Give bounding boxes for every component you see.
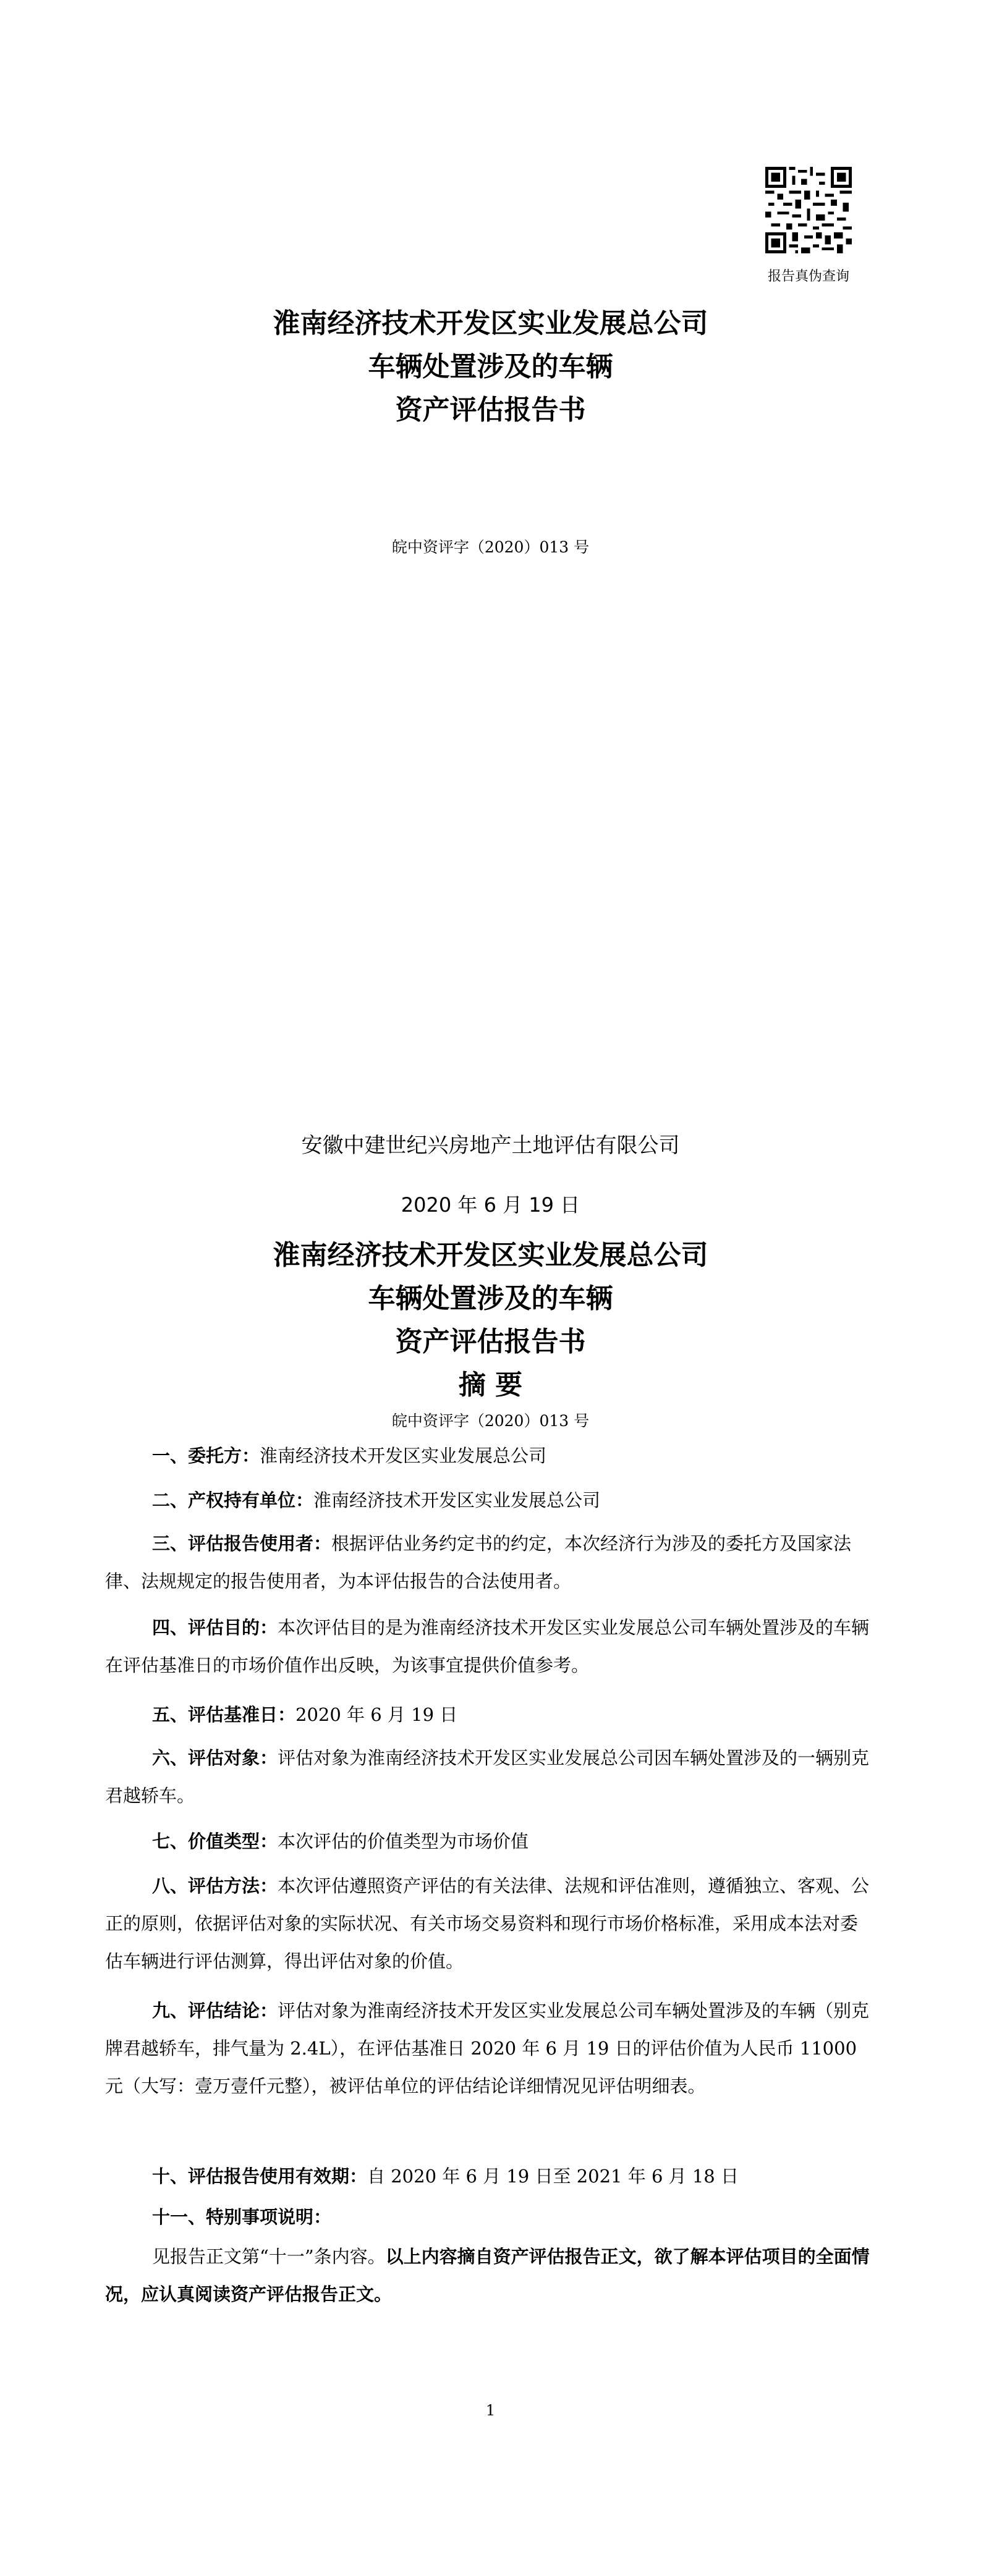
summary-item-owner: 二、产权持有单位：淮南经济技术开发区实业发展总公司 bbox=[152, 1490, 601, 1511]
cover-title-line-1: 淮南经济技术开发区实业发展总公司 bbox=[273, 308, 708, 339]
cover-title-line-3: 资产评估报告书 bbox=[395, 394, 586, 426]
cover-doc-number: 皖中资评字（2020）013 号 bbox=[391, 538, 590, 556]
summary-item-object: 六、评估对象：评估对象为淮南经济技术开发区实业发展总公司因车辆处置涉及的一辆别克君越轿车。 bbox=[105, 1747, 870, 1806]
summary-item-method: 八、评估方法：本次评估遵照资产评估的有关法律、法规和评估准则，遵循独立、客观、公正的原则，依据评估对象的实际状况、有关市场交易资料和现行市场价格标准，采用成本法对委估车辆进行评估测算，得出评估对象的价值。 bbox=[105, 1875, 870, 1972]
qr-label: 报告真伪查询 bbox=[767, 269, 849, 284]
summary-item-users: 三、评估报告使用者：根据评估业务约定书的约定，本次经济行为涉及的委托方及国家法律、法规规定的报告使用者，为本评估报告的合法使用者。 bbox=[105, 1533, 852, 1592]
page-number: 1 bbox=[485, 2402, 496, 2419]
cover-company: 安徽中建世纪兴房地产土地评估有限公司 bbox=[301, 1133, 680, 1158]
summary-item-base-date: 五、评估基准日：2020 年 6 月 19 日 bbox=[152, 1704, 458, 1725]
summary-special-content: 见报告正文第“十一”条内容。以上内容摘自资产评估报告正文，欲了解本评估项目的全面情况，应认真阅读资产评估报告正文。 bbox=[105, 2246, 870, 2305]
summary-heading: 摘 要 bbox=[458, 1369, 523, 1401]
summary-doc-number: 皖中资评字（2020）013 号 bbox=[391, 1412, 590, 1430]
summary-item-purpose: 四、评估目的：本次评估目的是为淮南经济技术开发区实业发展总公司车辆处置涉及的车辆在评估基准日的市场价值作出反映，为该事宜提供价值参考。 bbox=[105, 1617, 870, 1676]
qr-code-icon[interactable] bbox=[765, 167, 852, 253]
summary-item-validity: 十、评估报告使用有效期：自 2020 年 6 月 19 日至 2021 年 6 月 18 日 bbox=[152, 2166, 739, 2187]
summary-item-value-type: 七、价值类型：本次评估的价值类型为市场价值 bbox=[152, 1831, 529, 1852]
cover-title-line-2: 车辆处置涉及的车辆 bbox=[368, 351, 613, 382]
summary-title-line-1: 淮南经济技术开发区实业发展总公司 bbox=[273, 1239, 708, 1271]
summary-item-conclusion: 九、评估结论：评估对象为淮南经济技术开发区实业发展总公司车辆处置涉及的车辆（别克牌君越轿车，排气量为 2.4L），在评估基准日 2020 年 6 月 19 日的评估价值为人民币 11000 元（大写：壹万壹仟元整），被评估单位的评估结论详细情况见评估明细表。 bbox=[105, 2000, 870, 2097]
summary-title-line-3: 资产评估报告书 bbox=[395, 1326, 586, 1358]
summary-item-client: 一、委托方：淮南经济技术开发区实业发展总公司 bbox=[152, 1445, 547, 1466]
summary-item-special: 十一、特别事项说明： bbox=[152, 2206, 332, 2228]
summary-title-line-2: 车辆处置涉及的车辆 bbox=[368, 1283, 613, 1314]
cover-date: 2020 年 6 月 19 日 bbox=[401, 1193, 580, 1217]
